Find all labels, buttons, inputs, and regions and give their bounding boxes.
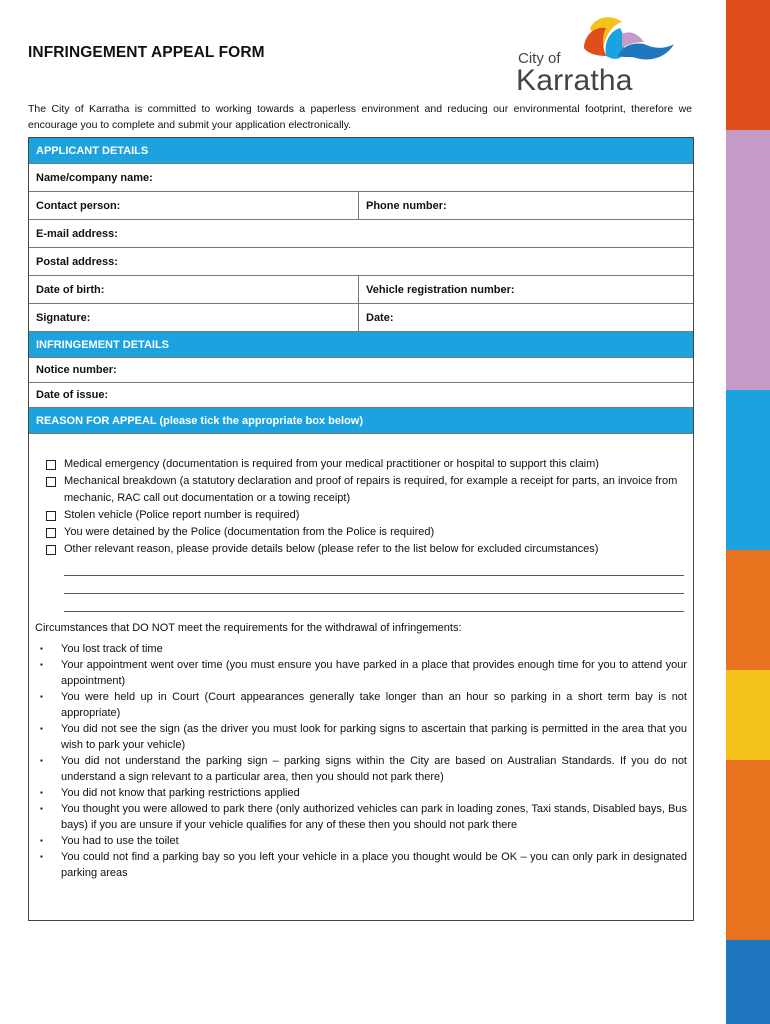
logo-karratha-text: Karratha xyxy=(516,64,633,97)
signature-field[interactable]: Signature: xyxy=(29,304,359,331)
list-item xyxy=(35,801,687,833)
date-of-issue-field-label: Date of issue: xyxy=(36,389,109,401)
reason-option[interactable] xyxy=(44,507,684,524)
bullet-icon xyxy=(35,657,61,689)
checkbox-icon[interactable] xyxy=(46,545,56,555)
email-row[interactable] xyxy=(29,220,693,248)
infringement-details-header: INFRINGEMENT DETAILS xyxy=(29,332,693,358)
list-item-text: You did not know that parking restrictions applied xyxy=(61,787,300,799)
reason-option[interactable] xyxy=(44,456,684,473)
bullet-icon xyxy=(35,785,61,801)
bullet-icon xyxy=(35,849,61,881)
reason-option-label: Mechanical breakdown (a statutory declaration and proof of repairs is required, for example a receipt for parts, an invoice from mechanic, RAC call out documentation or a towing receipt) xyxy=(64,475,678,504)
list-item xyxy=(35,721,687,753)
list-item-text: You did not see the sign (as the driver you must look for parking signs to ascertain that parking is permitted in the area that you wish to park your vehicle) xyxy=(61,723,687,751)
reason-option-label: Stolen vehicle (Police report number is required) xyxy=(64,509,300,521)
list-item-text: You lost track of time xyxy=(61,643,163,655)
reason-option-label: You were detained by the Police (documentation from the Police is required) xyxy=(64,526,435,538)
vehicle-registration-field[interactable]: Vehicle registration number: xyxy=(366,283,515,296)
reason-option-label: Other relevant reason, please provide details below (please refer to the list below for excluded circumstances) xyxy=(64,543,599,555)
contact-person-field[interactable]: Contact person: xyxy=(29,192,359,219)
list-item xyxy=(35,689,687,721)
issue-row[interactable] xyxy=(29,383,693,408)
checkbox-icon[interactable] xyxy=(46,511,56,521)
appeal-form xyxy=(28,137,694,921)
signature-date-row xyxy=(29,304,693,332)
list-item xyxy=(35,753,687,785)
applicant-details-header: APPLICANT DETAILS xyxy=(29,138,693,164)
list-item-text: You could not find a parking bay so you left your vehicle in a place you thought would be OK – you can only park in designated parking areas xyxy=(61,851,687,879)
postal-address-field-label: Postal address: xyxy=(36,255,118,268)
date-of-birth-field[interactable]: Date of birth: xyxy=(29,276,359,303)
email-field-label: E-mail address: xyxy=(36,227,118,240)
details-blank-line[interactable] xyxy=(64,576,684,594)
list-item-text: You were held up in Court (Court appearances generally take longer than an hour so parking in a short term bay is not appropriate) xyxy=(61,691,687,719)
details-blank-line[interactable] xyxy=(64,558,684,576)
notice-number-field-label: Notice number: xyxy=(36,364,117,376)
excluded-circumstances-list xyxy=(35,641,687,881)
excluded-circumstances-heading: Circumstances that DO NOT meet the requirements for the withdrawal of infringements: xyxy=(35,622,462,634)
list-item-text: Your appointment went over time (you must ensure you have parked in a place that provides enough time for you to attend your appointment) xyxy=(61,659,687,687)
reason-option[interactable] xyxy=(44,473,684,507)
date-field[interactable]: Date: xyxy=(366,311,394,324)
list-item xyxy=(35,785,687,801)
reason-option[interactable] xyxy=(44,524,684,541)
bullet-icon xyxy=(35,721,61,753)
phone-number-field[interactable]: Phone number: xyxy=(366,199,447,212)
bullet-icon xyxy=(35,801,61,833)
reason-option[interactable] xyxy=(44,541,684,558)
name-field-label: Name/company name: xyxy=(36,171,153,184)
bullet-icon xyxy=(35,689,61,721)
notice-row[interactable] xyxy=(29,358,693,383)
list-item xyxy=(35,833,687,849)
details-blank-line[interactable] xyxy=(64,594,684,612)
list-item xyxy=(35,849,687,881)
logo-city-of-text: City of xyxy=(518,50,561,67)
bullet-icon xyxy=(35,641,61,657)
list-item-text: You did not understand the parking sign – parking signs within the City are based on Australian Standards. If you do not understand a sign relevant to a particular area, then you should not park there) xyxy=(61,755,687,783)
decorative-side-stripe xyxy=(726,0,770,1024)
reason-for-appeal-header: REASON FOR APPEAL (please tick the appropriate box below) xyxy=(29,408,693,434)
list-item-text: You had to use the toilet xyxy=(61,835,179,847)
city-of-karratha-logo xyxy=(514,12,684,102)
checkbox-icon[interactable] xyxy=(46,528,56,538)
intro-paragraph: The City of Karratha is committed to working towards a paperless environment and reducing our environmental footprint, therefore we encourage you to complete and submit your application electronically. xyxy=(28,103,692,131)
name-row[interactable] xyxy=(29,164,693,192)
bullet-icon xyxy=(35,833,61,849)
contact-row xyxy=(29,192,693,220)
reason-option-label: Medical emergency (documentation is required from your medical practitioner or hospital to support this claim) xyxy=(64,458,599,470)
checkbox-icon[interactable] xyxy=(46,477,56,487)
checkbox-icon[interactable] xyxy=(46,460,56,470)
list-item-text: You thought you were allowed to park there (only authorized vehicles can park in loading zones, Taxi stands, Disabled bays, Bus bays) if you are unsure if your vehicle qualifies for any of these then you should not park there xyxy=(61,803,687,831)
reason-options xyxy=(44,456,684,612)
list-item xyxy=(35,641,687,657)
list-item xyxy=(35,657,687,689)
bullet-icon xyxy=(35,753,61,785)
dob-rego-row xyxy=(29,276,693,304)
postal-row[interactable] xyxy=(29,248,693,276)
form-title: INFRINGEMENT APPEAL FORM xyxy=(28,44,265,61)
